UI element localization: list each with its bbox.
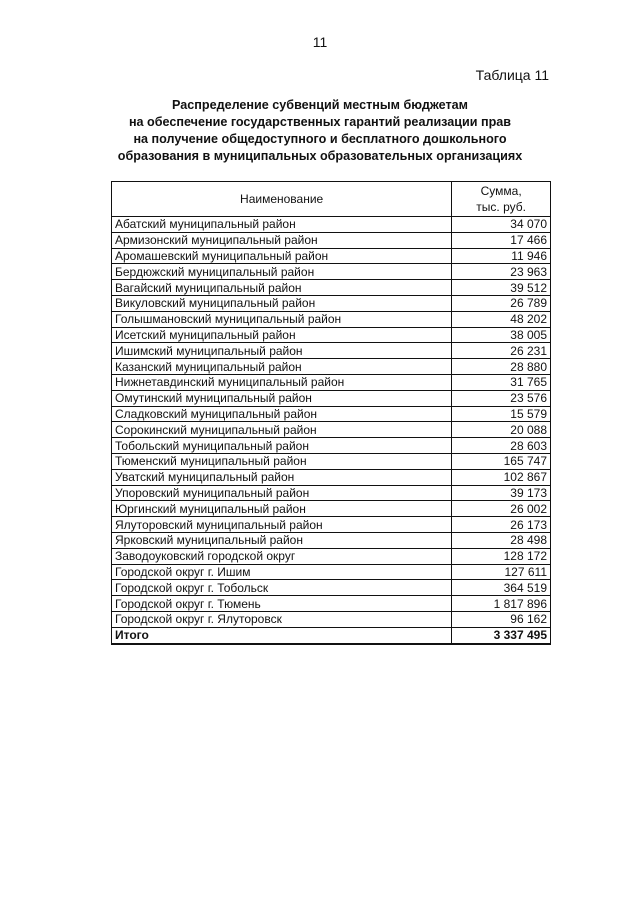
table-row [112,580,551,596]
table-label: Таблица 11 [475,67,549,83]
title-line: на получение общедоступного и бесплатного дошкольного [133,132,507,146]
row-sum: 364 519 [452,580,551,596]
row-name: Омутинский муниципальный район [112,390,452,406]
table-row [112,390,551,406]
table-row [112,469,551,485]
table-row [112,422,551,438]
row-name: Городской округ г. Тюмень [112,596,452,612]
row-name: Голышмановский муниципальный район [112,311,452,327]
row-name: Ярковский муниципальный район [112,532,452,548]
row-sum: 28 603 [452,438,551,454]
row-sum: 34 070 [452,217,551,233]
page-number: 11 [312,34,328,50]
header-name: Наименование [112,182,452,217]
row-sum: 11 946 [452,248,551,264]
row-name: Армизонский муниципальный район [112,232,452,248]
row-name: Абатский муниципальный район [112,217,452,233]
row-name: Вагайский муниципальный район [112,280,452,296]
row-sum: 23 963 [452,264,551,280]
row-sum: 26 231 [452,343,551,359]
header-sum-line1: Сумма, [480,184,522,198]
table-row [112,343,551,359]
header-sum-line2: тыс. руб. [476,200,526,214]
table-row [112,453,551,469]
row-sum: 15 579 [452,406,551,422]
row-sum: 96 162 [452,611,551,627]
table-row [112,564,551,580]
row-sum: 39 173 [452,485,551,501]
table-row [112,611,551,627]
row-sum: 28 880 [452,359,551,375]
row-name: Тобольский муниципальный район [112,438,452,454]
row-name: Ялуторовский муниципальный район [112,517,452,533]
row-sum: 127 611 [452,564,551,580]
table-row [112,374,551,390]
row-name: Упоровский муниципальный район [112,485,452,501]
row-name: Бердюжский муниципальный район [112,264,452,280]
table-row [112,280,551,296]
row-sum: 28 498 [452,532,551,548]
row-name: Сладковский муниципальный район [112,406,452,422]
table-body [112,217,551,644]
row-name: Ишимский муниципальный район [112,343,452,359]
total-sum: 3 337 495 [452,627,551,643]
row-name: Городской округ г. Тобольск [112,580,452,596]
row-name: Городской округ г. Ишим [112,564,452,580]
row-sum: 20 088 [452,422,551,438]
row-name: Городской округ г. Ялуторовск [112,611,452,627]
table-row [112,295,551,311]
table-row [112,248,551,264]
row-name: Аромашевский муниципальный район [112,248,452,264]
row-sum: 26 789 [452,295,551,311]
row-sum: 17 466 [452,232,551,248]
title-line: образования в муниципальных образовательных организациях [117,149,523,163]
document-title [100,97,540,165]
row-sum: 102 867 [452,469,551,485]
table-row [112,327,551,343]
table-row [112,596,551,612]
row-sum: 1 817 896 [452,596,551,612]
row-sum: 38 005 [452,327,551,343]
table-header-row [112,182,551,217]
row-sum: 26 002 [452,501,551,517]
title-line: на обеспечение государственных гарантий реализации прав [128,115,512,129]
row-name: Исетский муниципальный район [112,327,452,343]
table-row [112,485,551,501]
header-sum [452,182,551,217]
row-name: Викуловский муниципальный район [112,295,452,311]
table-row [112,217,551,233]
subvention-table [111,181,551,645]
row-name: Юргинский муниципальный район [112,501,452,517]
row-sum: 128 172 [452,548,551,564]
row-sum: 23 576 [452,390,551,406]
table-row [112,311,551,327]
row-sum: 26 173 [452,517,551,533]
table-row [112,438,551,454]
row-sum: 39 512 [452,280,551,296]
table-row [112,232,551,248]
row-name: Нижнетавдинский муниципальный район [112,374,452,390]
table-row [112,264,551,280]
row-name: Сорокинский муниципальный район [112,422,452,438]
row-name: Тюменский муниципальный район [112,453,452,469]
table-row [112,548,551,564]
row-sum: 31 765 [452,374,551,390]
title-line: Распределение субвенций местным бюджетам [172,98,468,112]
total-row [112,627,551,643]
table-row [112,517,551,533]
table-row [112,359,551,375]
row-sum: 48 202 [452,311,551,327]
row-sum: 165 747 [452,453,551,469]
row-name: Уватский муниципальный район [112,469,452,485]
total-label: Итого [112,627,452,643]
table-row [112,501,551,517]
table-row [112,532,551,548]
table-row [112,406,551,422]
row-name: Казанский муниципальный район [112,359,452,375]
row-name: Заводоуковский городской округ [112,548,452,564]
